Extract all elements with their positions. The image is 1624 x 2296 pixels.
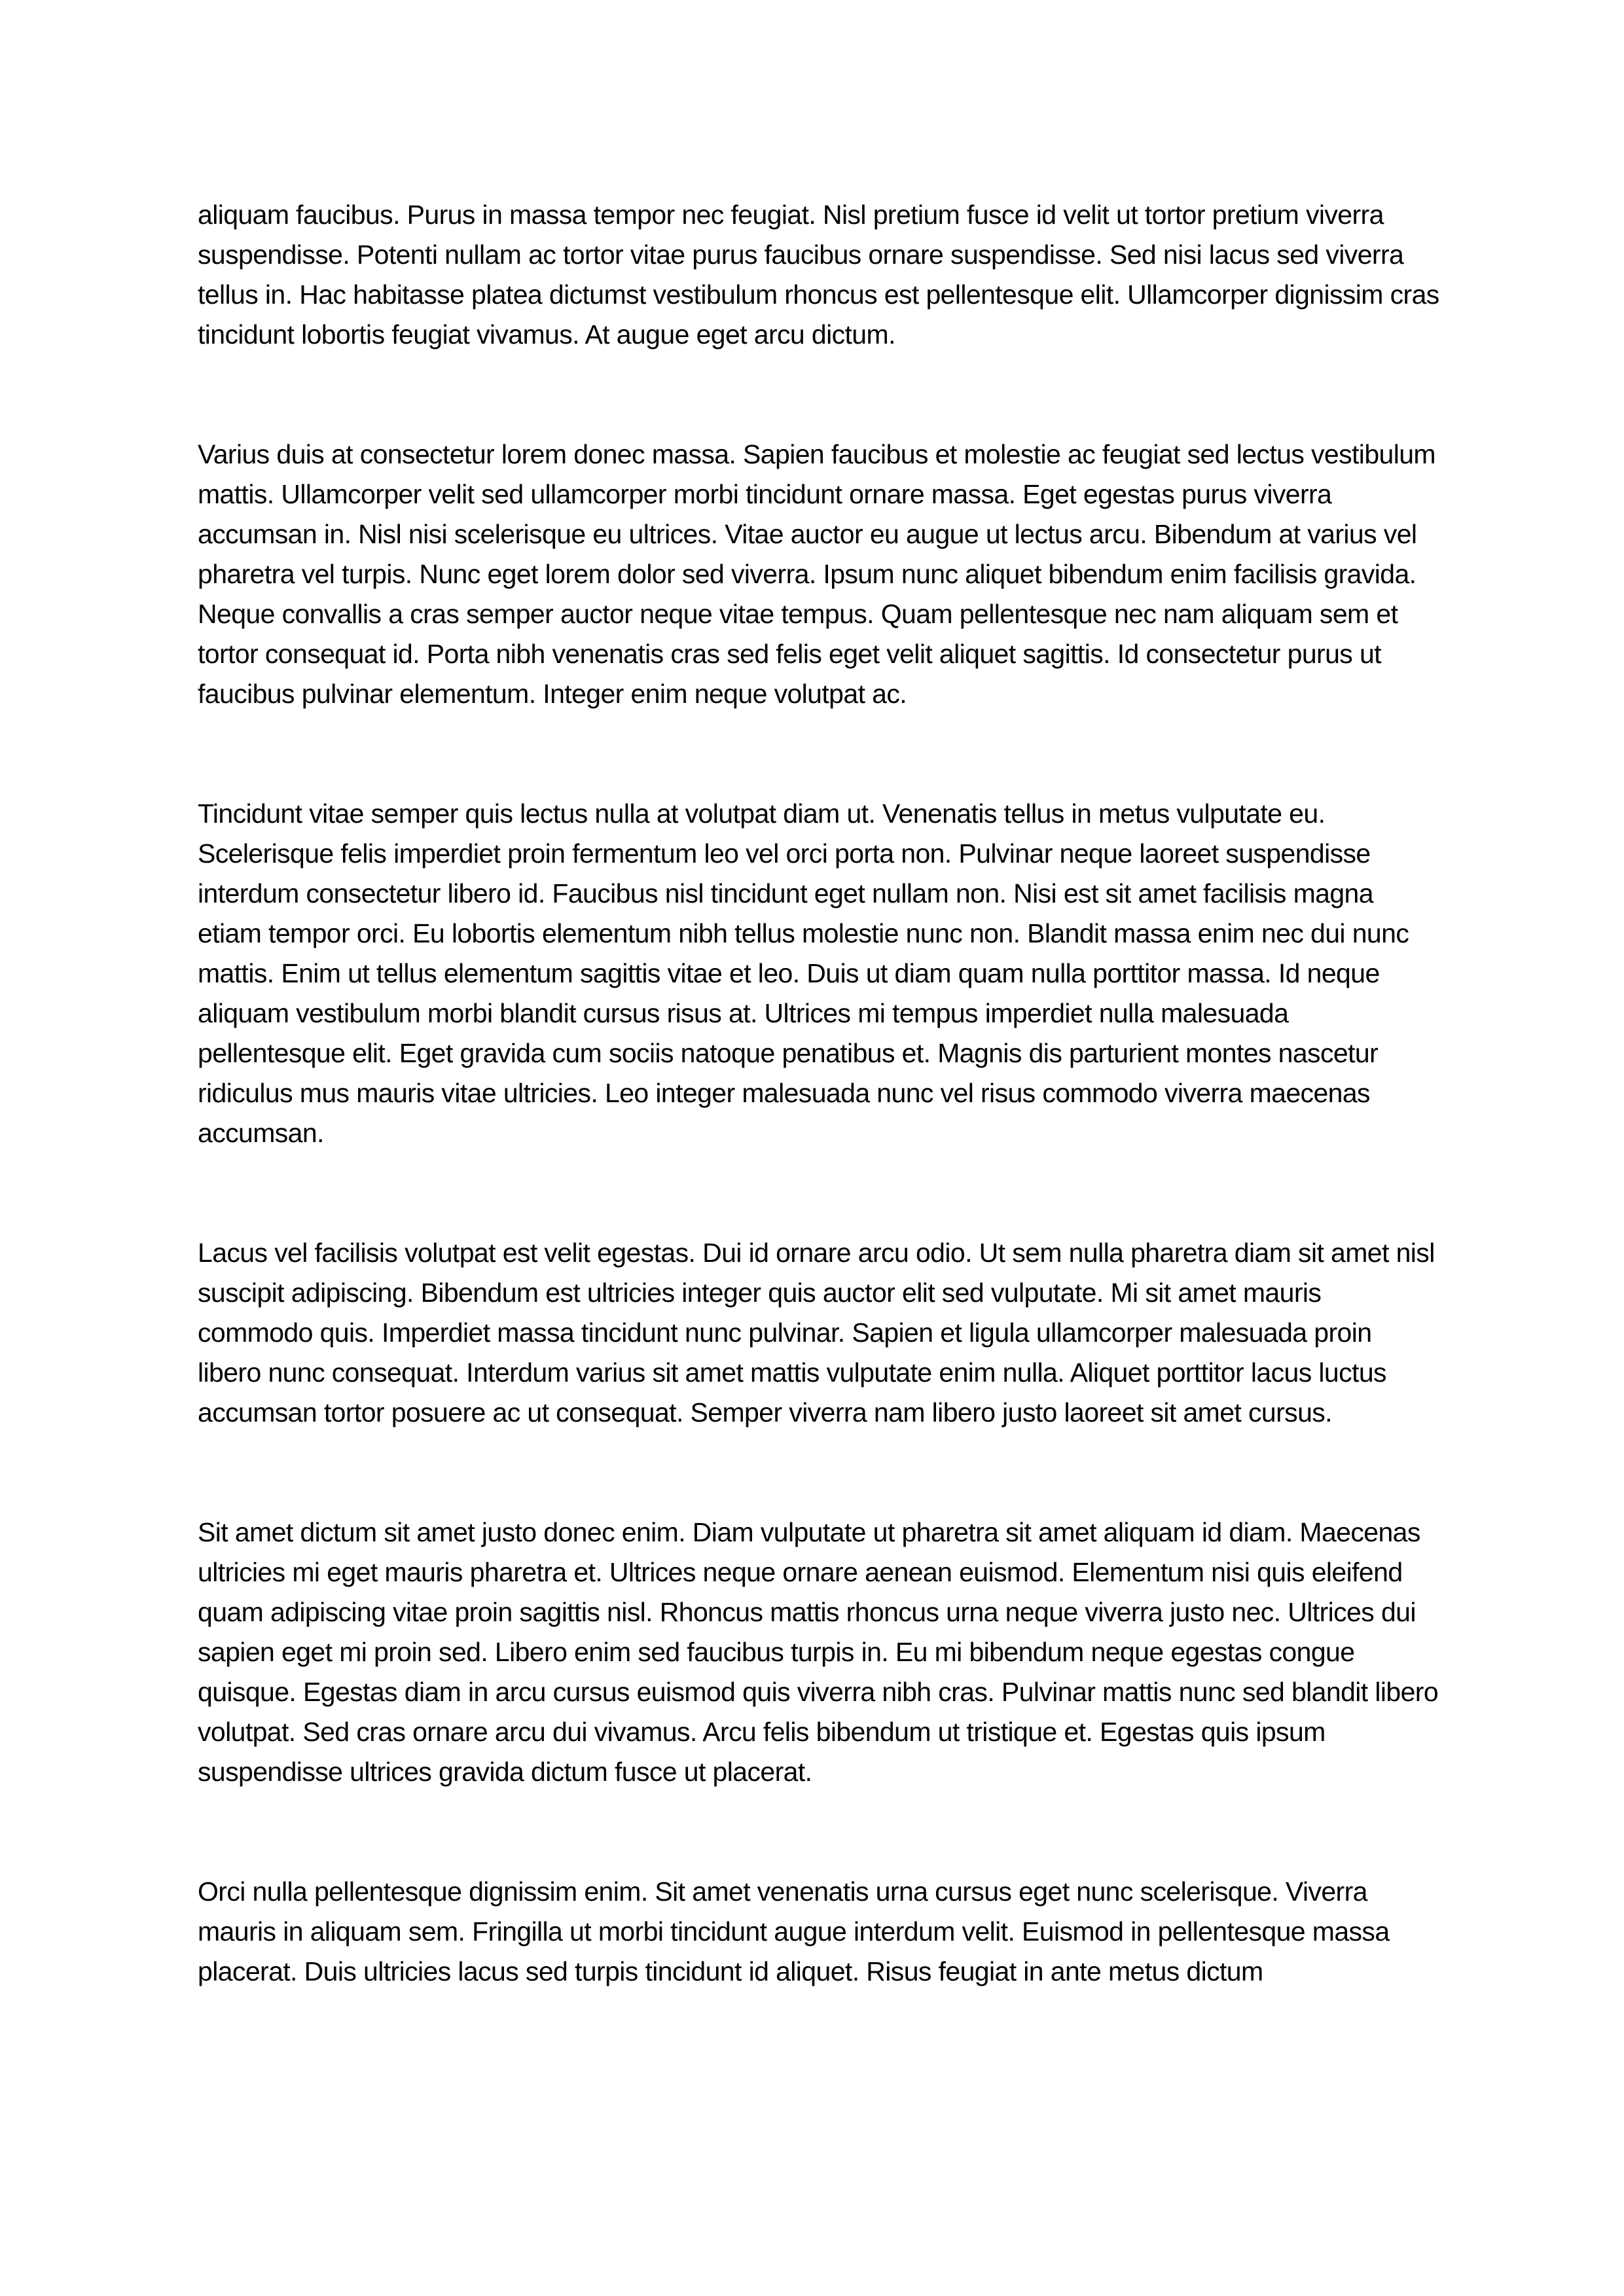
paragraph: aliquam faucibus. Purus in massa tempor nec feugiat. Nisl pretium fusce id velit ut tortor pretium viverra suspendisse. Potenti nullam ac tortor vitae purus faucibus ornare suspendisse. Sed nisi lacus sed viverra tellus in. Hac habitasse platea dictumst vestibulum rhoncus est pellentesque elit. Ullamcorper dignissim cras tincidunt lobortis feugiat vivamus. At augue eget arcu dictum. xyxy=(198,200,1439,350)
paragraph: Orci nulla pellentesque dignissim enim. Sit amet venenatis urna cursus eget nunc scelerisque. Viverra mauris in aliquam sem. Fringilla ut morbi tincidunt augue interdum velit. Euismod in pellentesque massa placerat. Duis ultricies lacus sed turpis tincidunt id aliquet. Risus feugiat in ante metus dictum xyxy=(198,1876,1390,1986)
document-page xyxy=(198,195,1441,2072)
paragraph: Tincidunt vitae semper quis lectus nulla at volutpat diam ut. Venenatis tellus in metus vulputate eu. Scelerisque felis imperdiet proin fermentum leo vel orci porta non. Pulvinar neque laoreet suspendisse interdum consectetur libero id. Faucibus nisl tincidunt eget nullam non. Nisi est sit amet facilisis magna etiam tempor orci. Eu lobortis elementum nibh tellus molestie nunc non. Blandit massa enim nec dui nunc mattis. Enim ut tellus elementum sagittis vitae et leo. Duis ut diam quam nulla porttitor massa. Id neque aliquam vestibulum morbi blandit cursus risus at. Ultrices mi tempus imperdiet nulla malesuada pellentesque elit. Eget gravida cum sociis natoque penatibus et. Magnis dis parturient montes nascetur ridiculus mus mauris vitae ultricies. Leo integer malesuada nunc vel risus commodo viverra maecenas accumsan. xyxy=(198,798,1409,1148)
paragraph: Varius duis at consectetur lorem donec massa. Sapien faucibus et molestie ac feugiat sed lectus vestibulum mattis. Ullamcorper velit sed ullamcorper morbi tincidunt ornare massa. Eget egestas purus viverra accumsan in. Nisl nisi scelerisque eu ultrices. Vitae auctor eu augue ut lectus arcu. Bibendum at varius vel pharetra vel turpis. Nunc eget lorem dolor sed viverra. Ipsum nunc aliquet bibendum enim facilisis gravida. Neque convallis a cras semper auctor neque vitae tempus. Quam pellentesque nec nam aliquam sem et tortor consequat id. Porta nibh venenatis cras sed felis eget velit aliquet sagittis. Id consectetur purus ut faucibus pulvinar elementum. Integer enim neque volutpat ac. xyxy=(198,439,1435,709)
paragraph: Lacus vel facilisis volutpat est velit egestas. Dui id ornare arcu odio. Ut sem nulla pharetra diam sit amet nisl suscipit adipiscing. Bibendum est ultricies integer quis auctor elit sed vulputate. Mi sit amet mauris commodo quis. Imperdiet massa tincidunt nunc pulvinar. Sapien et ligula ullamcorper malesuada proin libero nunc consequat. Interdum varius sit amet mattis vulputate enim nulla. Aliquet porttitor lacus luctus accumsan tortor posuere ac ut consequat. Semper viverra nam libero justo laoreet sit amet cursus. xyxy=(198,1238,1435,1427)
paragraph: Sit amet dictum sit amet justo donec enim. Diam vulputate ut pharetra sit amet aliquam id diam. Maecenas ultricies mi eget mauris pharetra et. Ultrices neque ornare aenean euismod. Elementum nisi quis eleifend quam adipiscing vitae proin sagittis nisl. Rhoncus mattis rhoncus urna neque viverra justo nec. Ultrices dui sapien eget mi proin sed. Libero enim sed faucibus turpis in. Eu mi bibendum neque egestas congue quisque. Egestas diam in arcu cursus euismod quis viverra nibh cras. Pulvinar mattis nunc sed blandit libero volutpat. Sed cras ornare arcu dui vivamus. Arcu felis bibendum ut tristique et. Egestas quis ipsum suspendisse ultrices gravida dictum fusce ut placerat. xyxy=(198,1517,1439,1787)
